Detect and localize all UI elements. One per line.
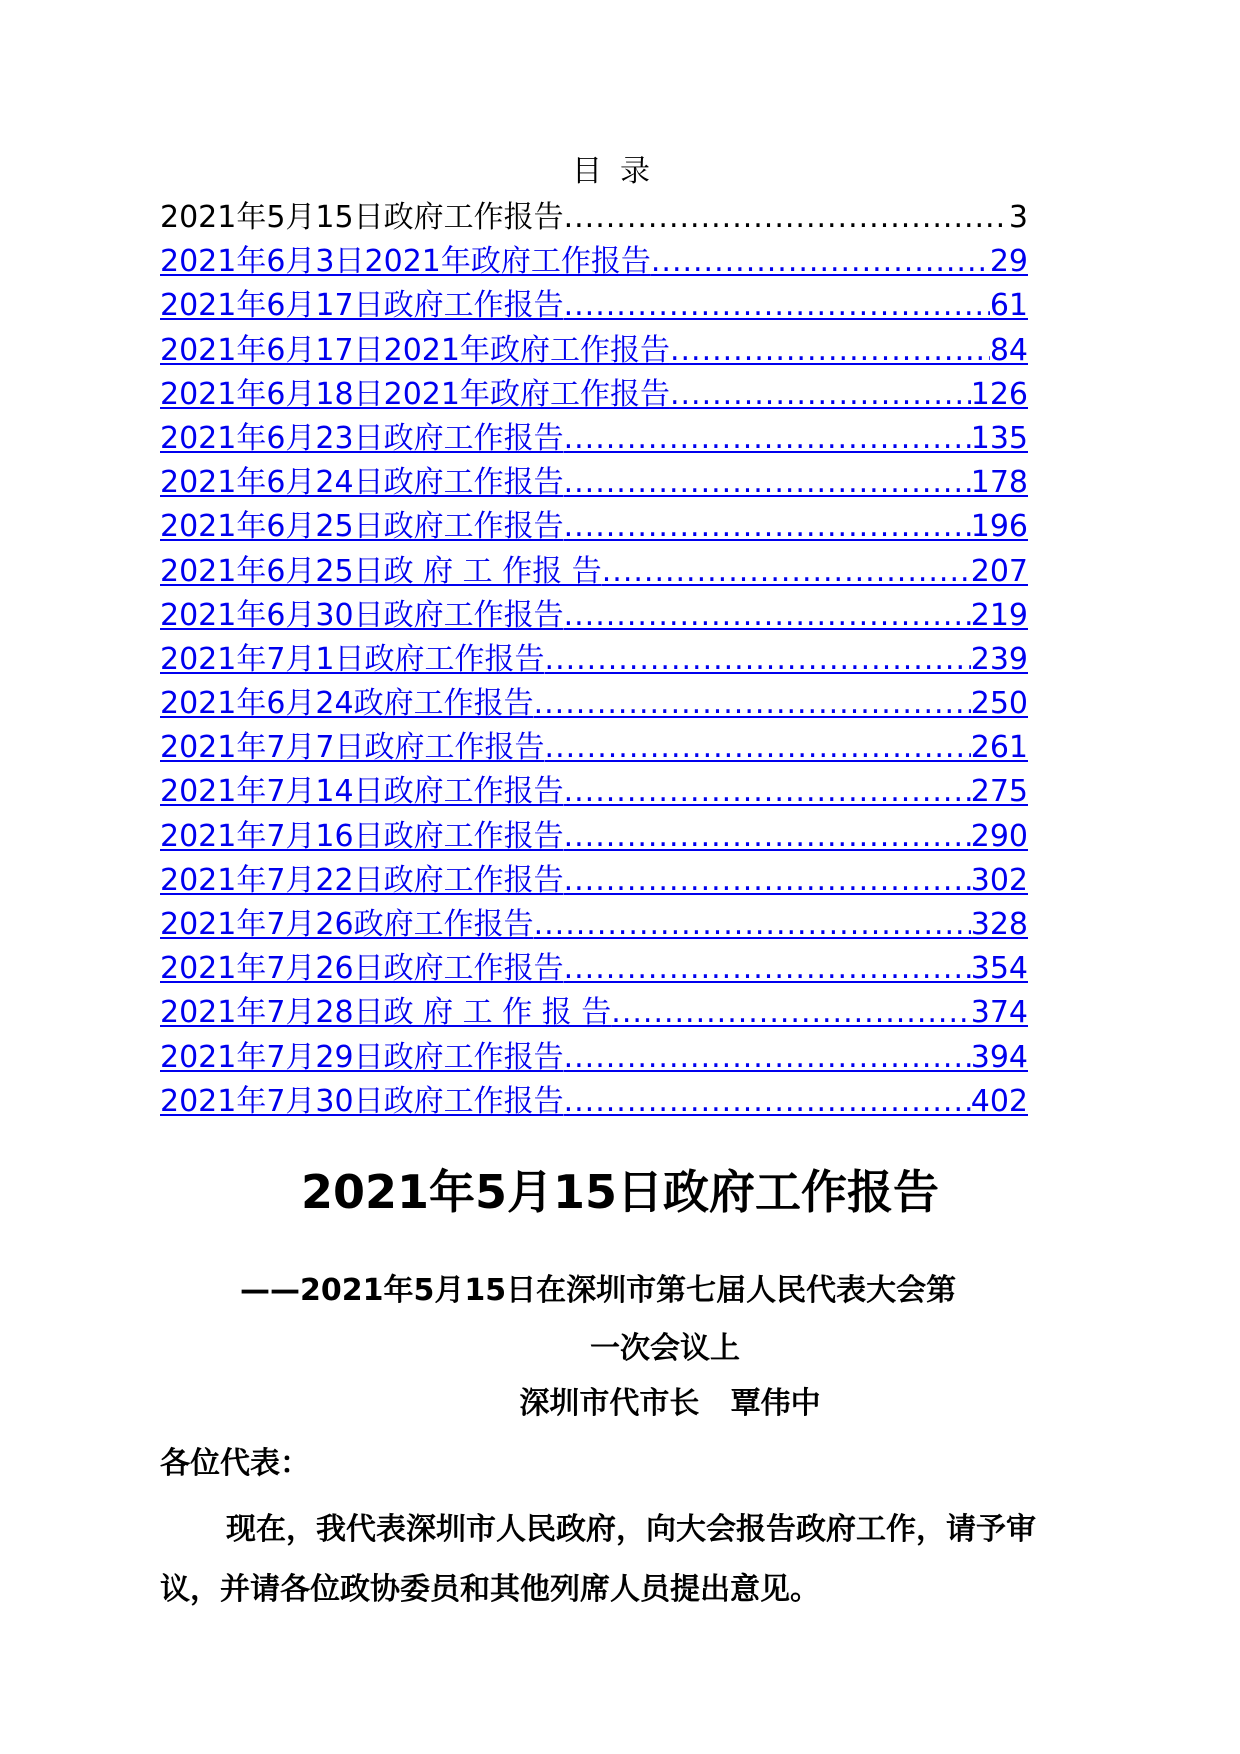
toc-entry[interactable] — [160, 284, 1028, 328]
toc-entry-label: 2021年7月30日政府工作报告 — [160, 1083, 564, 1119]
salutation: 各位代表： — [160, 1446, 310, 1481]
toc-entry-label: 2021年7月22日政府工作报告 — [160, 862, 564, 898]
toc-entry-page-number: 207 — [970, 553, 1028, 589]
toc-entry-label: 2021年6月17日政府工作报告 — [160, 288, 564, 324]
toc-entry[interactable] — [160, 417, 1028, 461]
toc-entry-leader-dots — [564, 815, 971, 859]
report-author: 深圳市代市长 覃伟中 — [519, 1386, 821, 1421]
report-title: 2021年5月15日政府工作报告 — [300, 1165, 940, 1219]
toc-entry[interactable] — [160, 638, 1028, 682]
toc-entry[interactable] — [160, 550, 1028, 594]
toc-entry[interactable] — [160, 505, 1028, 549]
toc-entry[interactable] — [160, 1036, 1028, 1080]
toc-entry-label: 2021年6月3日2021年政府工作报告 — [160, 244, 651, 280]
toc-entry[interactable] — [160, 903, 1028, 947]
toc-entry-leader-dots — [545, 726, 971, 770]
toc-entry[interactable] — [160, 815, 1028, 859]
toc-entry-leader-dots — [564, 1036, 971, 1080]
body-paragraph: 现在，我代表深圳市人民政府，向大会报告政府工作，请予审议，并请各位政协委员和其他列席人员提出意见。 — [160, 1512, 1036, 1607]
toc-entry-leader-dots — [564, 859, 971, 903]
toc-entry-label: 2021年6月24日政府工作报告 — [160, 465, 564, 501]
toc-entry-page-number: 328 — [970, 907, 1028, 942]
toc-entry-label: 2021年5月15日政府工作报告 — [160, 200, 564, 235]
toc-entry-page-number: 84 — [989, 332, 1028, 368]
toc-entry-page-number: 29 — [989, 244, 1028, 280]
toc-entry-label: 2021年6月24政府工作报告 — [160, 686, 534, 722]
subtitle-line-1: ——2021年5月15日在深圳市第七届人民代表大会第 — [240, 1273, 957, 1308]
toc-entry-page-number: 3 — [1008, 200, 1028, 235]
toc-entry-page-number: 290 — [970, 818, 1028, 854]
toc-entry-label: 2021年7月26日政府工作报告 — [160, 951, 564, 987]
toc-entry-label: 2021年6月25日政府工作报告 — [160, 509, 564, 545]
toc-entry-leader-dots — [670, 329, 990, 373]
toc-entry-leader-dots — [534, 682, 971, 726]
toc-entry[interactable] — [160, 1080, 1028, 1124]
toc-entry-page-number: 374 — [970, 995, 1028, 1031]
toc-entry-page-number: 275 — [970, 774, 1028, 810]
toc-entry[interactable] — [160, 991, 1028, 1035]
toc-entry-page-number: 354 — [970, 951, 1028, 987]
toc-entry-page-number: 135 — [970, 420, 1028, 456]
toc-entry[interactable] — [160, 461, 1028, 505]
toc-entry-leader-dots — [564, 770, 971, 814]
toc-entry-page-number: 250 — [970, 686, 1028, 722]
subtitle-line-2: 一次会议上 — [590, 1331, 740, 1366]
toc-entry-leader-dots — [651, 240, 990, 284]
toc-entry-page-number: 196 — [970, 509, 1028, 545]
toc-entry-label: 2021年7月16日政府工作报告 — [160, 818, 564, 854]
toc-entry-page-number: 261 — [970, 730, 1028, 766]
toc-entry-page-number: 126 — [970, 376, 1028, 412]
toc-entry-page-number: 219 — [970, 597, 1028, 633]
toc-entry-page-number: 61 — [989, 288, 1028, 324]
toc-entry — [160, 196, 1028, 240]
toc-entry-page-number: 394 — [970, 1039, 1028, 1075]
toc-entry-leader-dots — [564, 417, 971, 461]
toc-entry-leader-dots — [670, 373, 971, 417]
toc-entry-label: 2021年6月18日2021年政府工作报告 — [160, 376, 670, 412]
toc-entry-leader-dots — [564, 1080, 971, 1124]
report-subtitle — [240, 1262, 1090, 1378]
toc-entry-leader-dots — [545, 638, 971, 682]
toc-entry-label: 2021年7月28日政 府 工 作 报 告 — [160, 995, 612, 1031]
toc-entry-page-number: 302 — [970, 862, 1028, 898]
toc-entry-leader-dots — [564, 594, 971, 638]
toc-entry[interactable] — [160, 770, 1028, 814]
toc-entry[interactable] — [160, 329, 1028, 373]
toc-entry[interactable] — [160, 947, 1028, 991]
toc-entry-leader-dots — [564, 947, 971, 991]
toc-entry[interactable] — [160, 240, 1028, 284]
toc-entry-label: 2021年7月14日政府工作报告 — [160, 774, 564, 810]
toc-entry-leader-dots — [611, 991, 970, 1035]
toc-entry-label: 2021年6月25日政 府 工 作报 告 — [160, 553, 602, 589]
toc-entry-leader-dots — [534, 903, 971, 947]
toc-entry-page-number: 178 — [970, 465, 1028, 501]
toc-title: 目录 — [572, 154, 668, 189]
toc-entry-page-number: 239 — [970, 641, 1028, 677]
toc-entry-label: 2021年7月7日政府工作报告 — [160, 730, 545, 766]
toc-entry[interactable] — [160, 726, 1028, 770]
toc-entry[interactable] — [160, 373, 1028, 417]
toc-entry-label: 2021年7月29日政府工作报告 — [160, 1039, 564, 1075]
toc-entry-leader-dots — [564, 284, 990, 328]
toc-entry-leader-dots — [564, 505, 971, 549]
toc-entry[interactable] — [160, 682, 1028, 726]
toc-entry-label: 2021年6月23日政府工作报告 — [160, 420, 564, 456]
toc-entry-label: 2021年7月1日政府工作报告 — [160, 641, 545, 677]
toc-entry-leader-dots — [564, 196, 1009, 240]
toc-list — [160, 196, 1028, 1124]
toc-entry-label: 2021年6月17日2021年政府工作报告 — [160, 332, 670, 368]
toc-entry[interactable] — [160, 594, 1028, 638]
toc-entry-page-number: 402 — [970, 1083, 1028, 1119]
toc-entry-leader-dots — [564, 461, 971, 505]
toc-entry[interactable] — [160, 859, 1028, 903]
toc-entry-label: 2021年6月30日政府工作报告 — [160, 597, 564, 633]
toc-entry-leader-dots — [602, 550, 971, 594]
toc-entry-label: 2021年7月26政府工作报告 — [160, 907, 534, 942]
